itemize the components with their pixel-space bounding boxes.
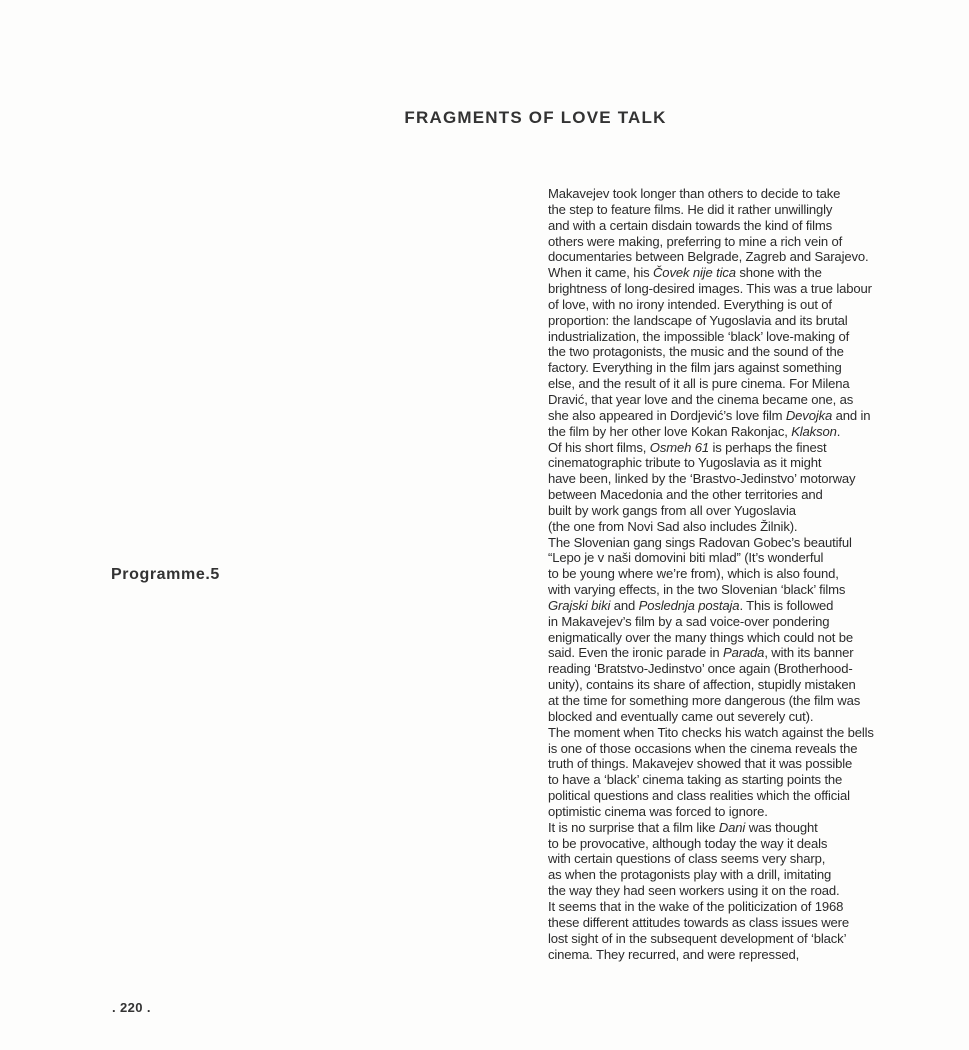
text-run: to be young where we’re from), which is also found, bbox=[548, 566, 839, 582]
text-line bbox=[548, 788, 893, 804]
page-title: FRAGMENTS OF LOVE TALK bbox=[404, 108, 667, 127]
text-run: the way they had seen workers using it on the road. bbox=[548, 883, 840, 899]
text-run: is perhaps the finest bbox=[709, 439, 827, 455]
text-line bbox=[548, 772, 893, 788]
text-run: Of his short films, bbox=[548, 439, 650, 455]
film-title: Klakson bbox=[791, 423, 837, 439]
text-line bbox=[548, 535, 893, 551]
text-run: with certain questions of class seems very sharp, bbox=[548, 851, 826, 867]
text-run: between Macedonia and the other territories and bbox=[548, 487, 823, 503]
text-run: and with a certain disdain towards the kind of films bbox=[548, 217, 833, 233]
page-number: . 220 . bbox=[112, 1000, 151, 1015]
text-line bbox=[548, 471, 893, 487]
text-run: Dravić, that year love and the cinema became one, as bbox=[548, 391, 854, 407]
text-run: It seems that in the wake of the politicization of 1968 bbox=[548, 898, 844, 914]
text-line bbox=[548, 645, 893, 661]
text-run: unity), contains its share of affection, stupidly mistaken bbox=[548, 677, 856, 693]
text-line bbox=[548, 440, 893, 456]
text-run: political questions and class realities which the official bbox=[548, 788, 850, 804]
text-line bbox=[548, 931, 893, 947]
text-run: (the one from Novi Sad also includes Žilnik). bbox=[548, 518, 798, 534]
text-run: industrialization, the impossible ‘black’ love-making of bbox=[548, 328, 850, 344]
text-line bbox=[548, 360, 893, 376]
text-line bbox=[548, 741, 893, 757]
text-line bbox=[548, 550, 893, 566]
text-line bbox=[548, 455, 893, 471]
text-run: else, and the result of it all is pure cinema. For Milena bbox=[548, 376, 850, 392]
text-run: to have a ‘black’ cinema taking as starting points the bbox=[548, 772, 843, 788]
text-line bbox=[548, 756, 893, 772]
text-line bbox=[548, 851, 893, 867]
text-line bbox=[548, 566, 893, 582]
text-run: is one of those occasions when the cinema reveals the bbox=[548, 740, 858, 756]
text-line bbox=[548, 947, 893, 963]
text-line bbox=[548, 376, 893, 392]
film-title: Devojka bbox=[785, 407, 833, 423]
text-run: and bbox=[610, 597, 639, 613]
film-title: Osmeh 61 bbox=[649, 439, 709, 455]
text-line bbox=[548, 630, 893, 646]
text-line bbox=[548, 820, 893, 836]
text-line bbox=[548, 725, 893, 741]
text-run: factory. Everything in the film jars against something bbox=[548, 360, 842, 376]
section-label: Programme.5 bbox=[111, 566, 220, 583]
film-title: Grajski biki bbox=[548, 597, 611, 613]
text-run: “Lepo je v naši domovini biti mlad” (It’s wonderful bbox=[548, 550, 824, 566]
text-run: The Slovenian gang sings Radovan Gobec’s beautiful bbox=[548, 534, 852, 550]
text-run: cinema. They recurred, and were repressed, bbox=[548, 946, 800, 962]
text-run: reading ‘Bratstvo-Jedinstvo’ once again (Brotherhood- bbox=[548, 661, 853, 677]
text-run: proportion: the landscape of Yugoslavia and its brutal bbox=[548, 312, 848, 328]
text-run: with varying effects, in the two Slovenian ‘black’ films bbox=[548, 582, 846, 598]
text-run: the step to feature films. He did it rather unwillingly bbox=[548, 201, 833, 217]
text-line bbox=[548, 186, 893, 202]
film-title: Dani bbox=[718, 819, 746, 835]
text-line bbox=[548, 883, 893, 899]
text-line bbox=[548, 297, 893, 313]
text-run: have been, linked by the ‘Brastvo-Jedinstvo’ motorway bbox=[548, 471, 856, 487]
text-line bbox=[548, 915, 893, 931]
text-line bbox=[548, 614, 893, 630]
text-run: . bbox=[836, 423, 841, 439]
text-run: these different attitudes towards as class issues were bbox=[548, 914, 849, 930]
text-run: others were making, preferring to mine a rich vein of bbox=[548, 233, 843, 249]
text-run: of love, with no irony intended. Everything is out of bbox=[548, 296, 832, 312]
text-line bbox=[548, 503, 893, 519]
text-line bbox=[548, 202, 893, 218]
text-line bbox=[548, 867, 893, 883]
body-text bbox=[548, 186, 893, 962]
text-run: truth of things. Makavejev showed that it was possible bbox=[548, 756, 853, 772]
text-run: brightness of long-desired images. This was a true labour bbox=[548, 281, 872, 297]
text-run: said. Even the ironic parade in bbox=[548, 645, 723, 661]
text-run: to be provocative, although today the way it deals bbox=[548, 835, 828, 851]
text-run: the two protagonists, the music and the sound of the bbox=[548, 344, 844, 360]
text-run: and in bbox=[832, 407, 871, 423]
text-run: When it came, his bbox=[548, 265, 653, 281]
film-title: Poslednja postaja bbox=[638, 597, 740, 613]
text-line bbox=[548, 487, 893, 503]
film-title: Parada bbox=[722, 645, 765, 661]
text-run: optimistic cinema was forced to ignore. bbox=[548, 803, 768, 819]
text-line bbox=[548, 661, 893, 677]
text-line bbox=[548, 677, 893, 693]
text-line bbox=[548, 598, 893, 614]
text-run: Makavejev took longer than others to decide to take bbox=[548, 186, 841, 201]
text-run: The moment when Tito checks his watch against the bells bbox=[548, 724, 874, 740]
text-line bbox=[548, 519, 893, 535]
text-run: lost sight of in the subsequent development of ‘black’ bbox=[548, 930, 847, 946]
text-run: in Makavejev’s film by a sad voice-over pondering bbox=[548, 613, 830, 629]
text-run: built by work gangs from all over Yugoslavia bbox=[548, 502, 796, 518]
text-run: at the time for something more dangerous (the film was bbox=[548, 693, 861, 708]
text-run: she also appeared in Dordjević’s love film bbox=[548, 407, 786, 423]
text-line bbox=[548, 693, 893, 709]
text-line bbox=[548, 313, 893, 329]
text-run: was thought bbox=[745, 819, 818, 835]
text-run: , with its banner bbox=[764, 645, 854, 661]
text-run: cinematographic tribute to Yugoslavia as it might bbox=[548, 455, 822, 471]
text-line bbox=[548, 804, 893, 820]
text-line bbox=[548, 582, 893, 598]
text-line bbox=[548, 836, 893, 852]
text-line bbox=[548, 408, 893, 424]
text-line bbox=[548, 265, 893, 281]
text-line bbox=[548, 392, 893, 408]
text-run: . This is followed bbox=[739, 597, 834, 613]
text-line bbox=[548, 218, 893, 234]
text-line bbox=[548, 424, 893, 440]
text-line bbox=[548, 281, 893, 297]
text-line bbox=[548, 329, 893, 345]
text-line bbox=[548, 234, 893, 250]
text-line bbox=[548, 344, 893, 360]
text-line bbox=[548, 709, 893, 725]
text-run: blocked and eventually came out severely cut). bbox=[548, 708, 814, 724]
text-run: enigmatically over the many things which could not be bbox=[548, 629, 854, 645]
text-run: It is no surprise that a film like bbox=[548, 819, 719, 835]
text-run: documentaries between Belgrade, Zagreb and Sarajevo. bbox=[548, 249, 869, 265]
text-line bbox=[548, 899, 893, 915]
text-line bbox=[548, 249, 893, 265]
film-title: Čovek nije tica bbox=[653, 265, 736, 281]
text-run: the film by her other love Kokan Rakonjac, bbox=[548, 423, 792, 439]
text-run: shone with the bbox=[735, 265, 822, 281]
text-run: as when the protagonists play with a drill, imitating bbox=[548, 867, 832, 883]
